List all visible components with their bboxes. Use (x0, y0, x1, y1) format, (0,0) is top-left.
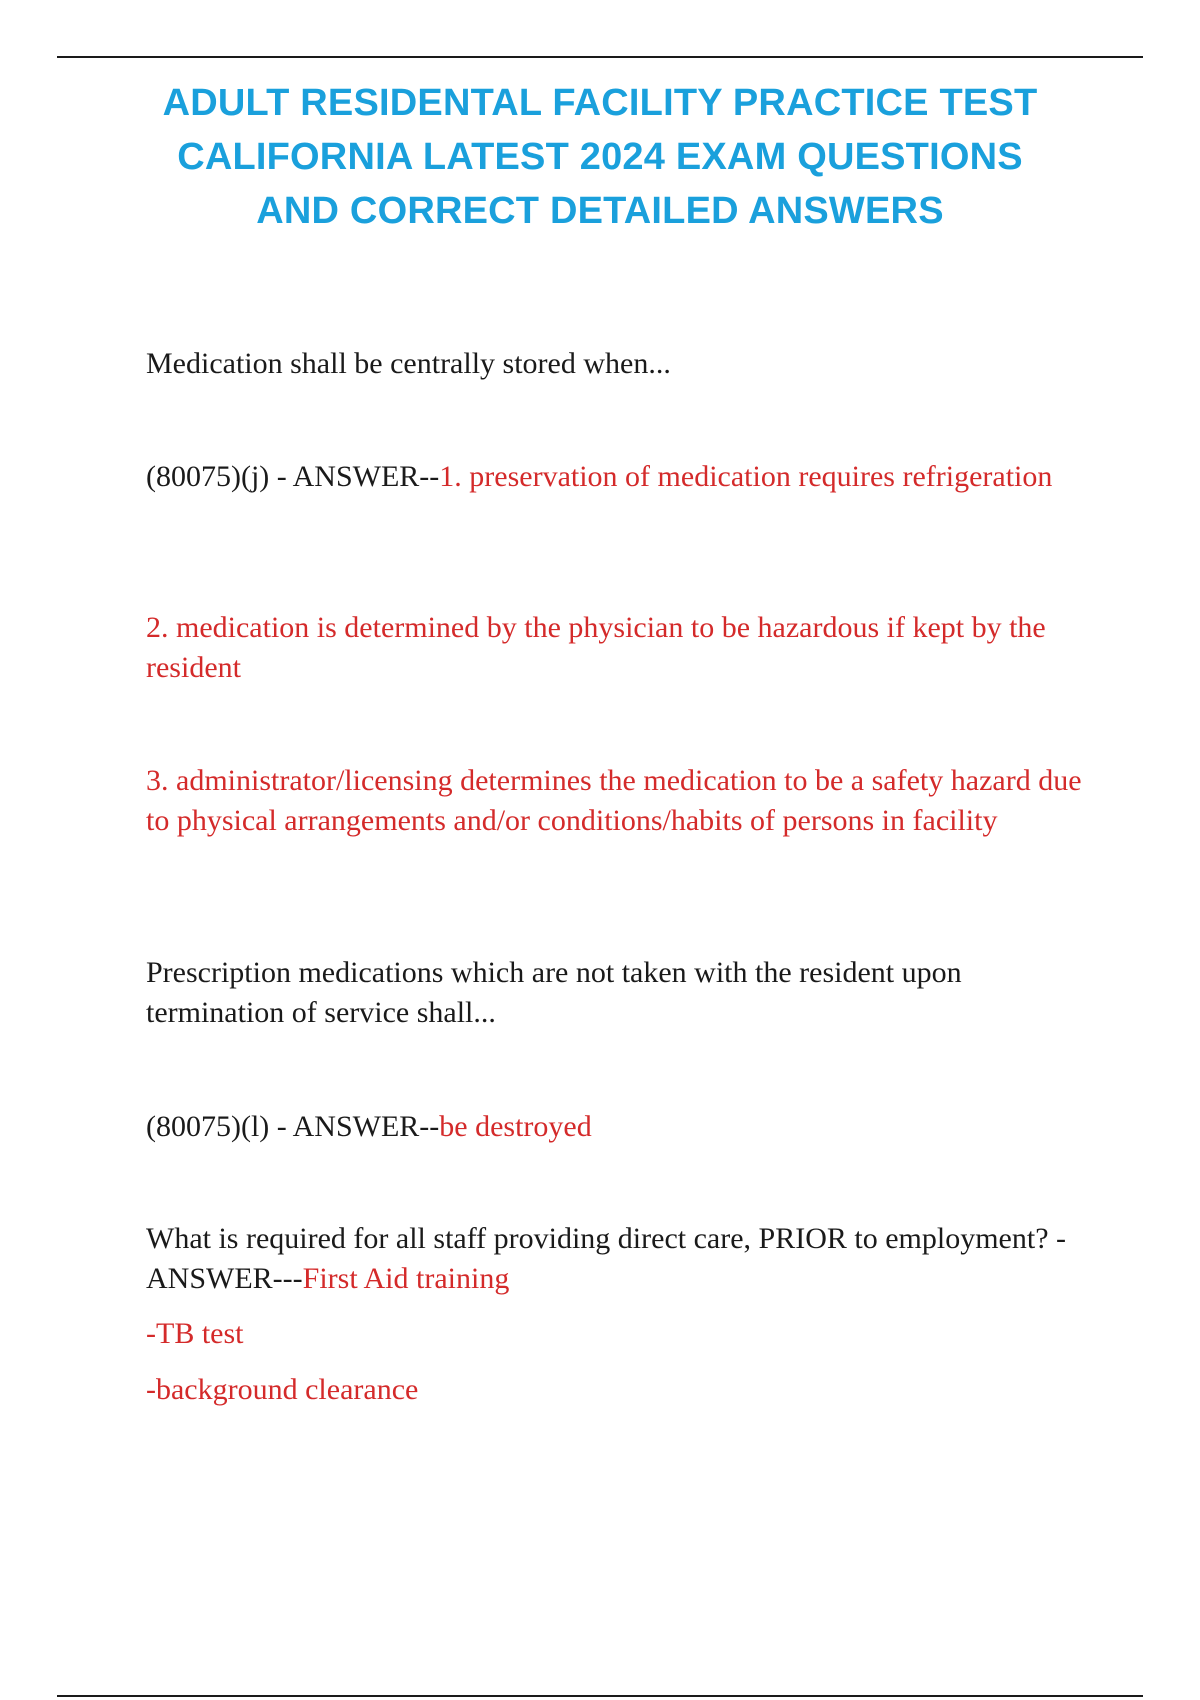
answer-3-item-2: -TB test (146, 1317, 244, 1350)
answer-3-item-3: -background clearance (146, 1373, 419, 1406)
answer-1-ref: (80075)(j) - ANSWER-- (146, 460, 440, 493)
question-2: Prescription medications which are not taken with the resident upon termination of service shall... (146, 956, 962, 1029)
answer-1-item-1: 1. preservation of medication requires refrigeration (439, 460, 1053, 493)
question-3 (146, 1219, 1086, 1299)
title-line-1: ADULT RESIDENTAL FACILITY PRACTICE TEST (162, 82, 1038, 124)
question-1: Medication shall be centrally stored when... (146, 347, 671, 380)
top-rule (57, 56, 1143, 58)
question-3-text: What is required for all staff providing direct care, PRIOR to employment? - ANSWER--- (146, 1222, 1067, 1295)
title-line-2: CALIFORNIA LATEST 2024 EXAM QUESTIONS (177, 136, 1023, 178)
answer-2-text: be destroyed (439, 1110, 592, 1143)
answer-1-item-2: 2. medication is determined by the physician to be hazardous if kept by the resident (146, 611, 1046, 684)
answer-2-ref: (80075)(l) - ANSWER-- (146, 1110, 440, 1143)
answer-2 (146, 1107, 1086, 1147)
title-line-3: AND CORRECT DETAILED ANSWERS (256, 190, 944, 232)
answer-3-item-1: First Aid training (302, 1262, 510, 1295)
bottom-rule (57, 1695, 1143, 1697)
answer-1-item-3: 3. administrator/licensing determines the medication to be a safety hazard due to physical arrangements and/or conditions/habits of persons in facility (146, 764, 1082, 837)
document-title (57, 76, 1143, 238)
answer-1 (146, 457, 1086, 497)
